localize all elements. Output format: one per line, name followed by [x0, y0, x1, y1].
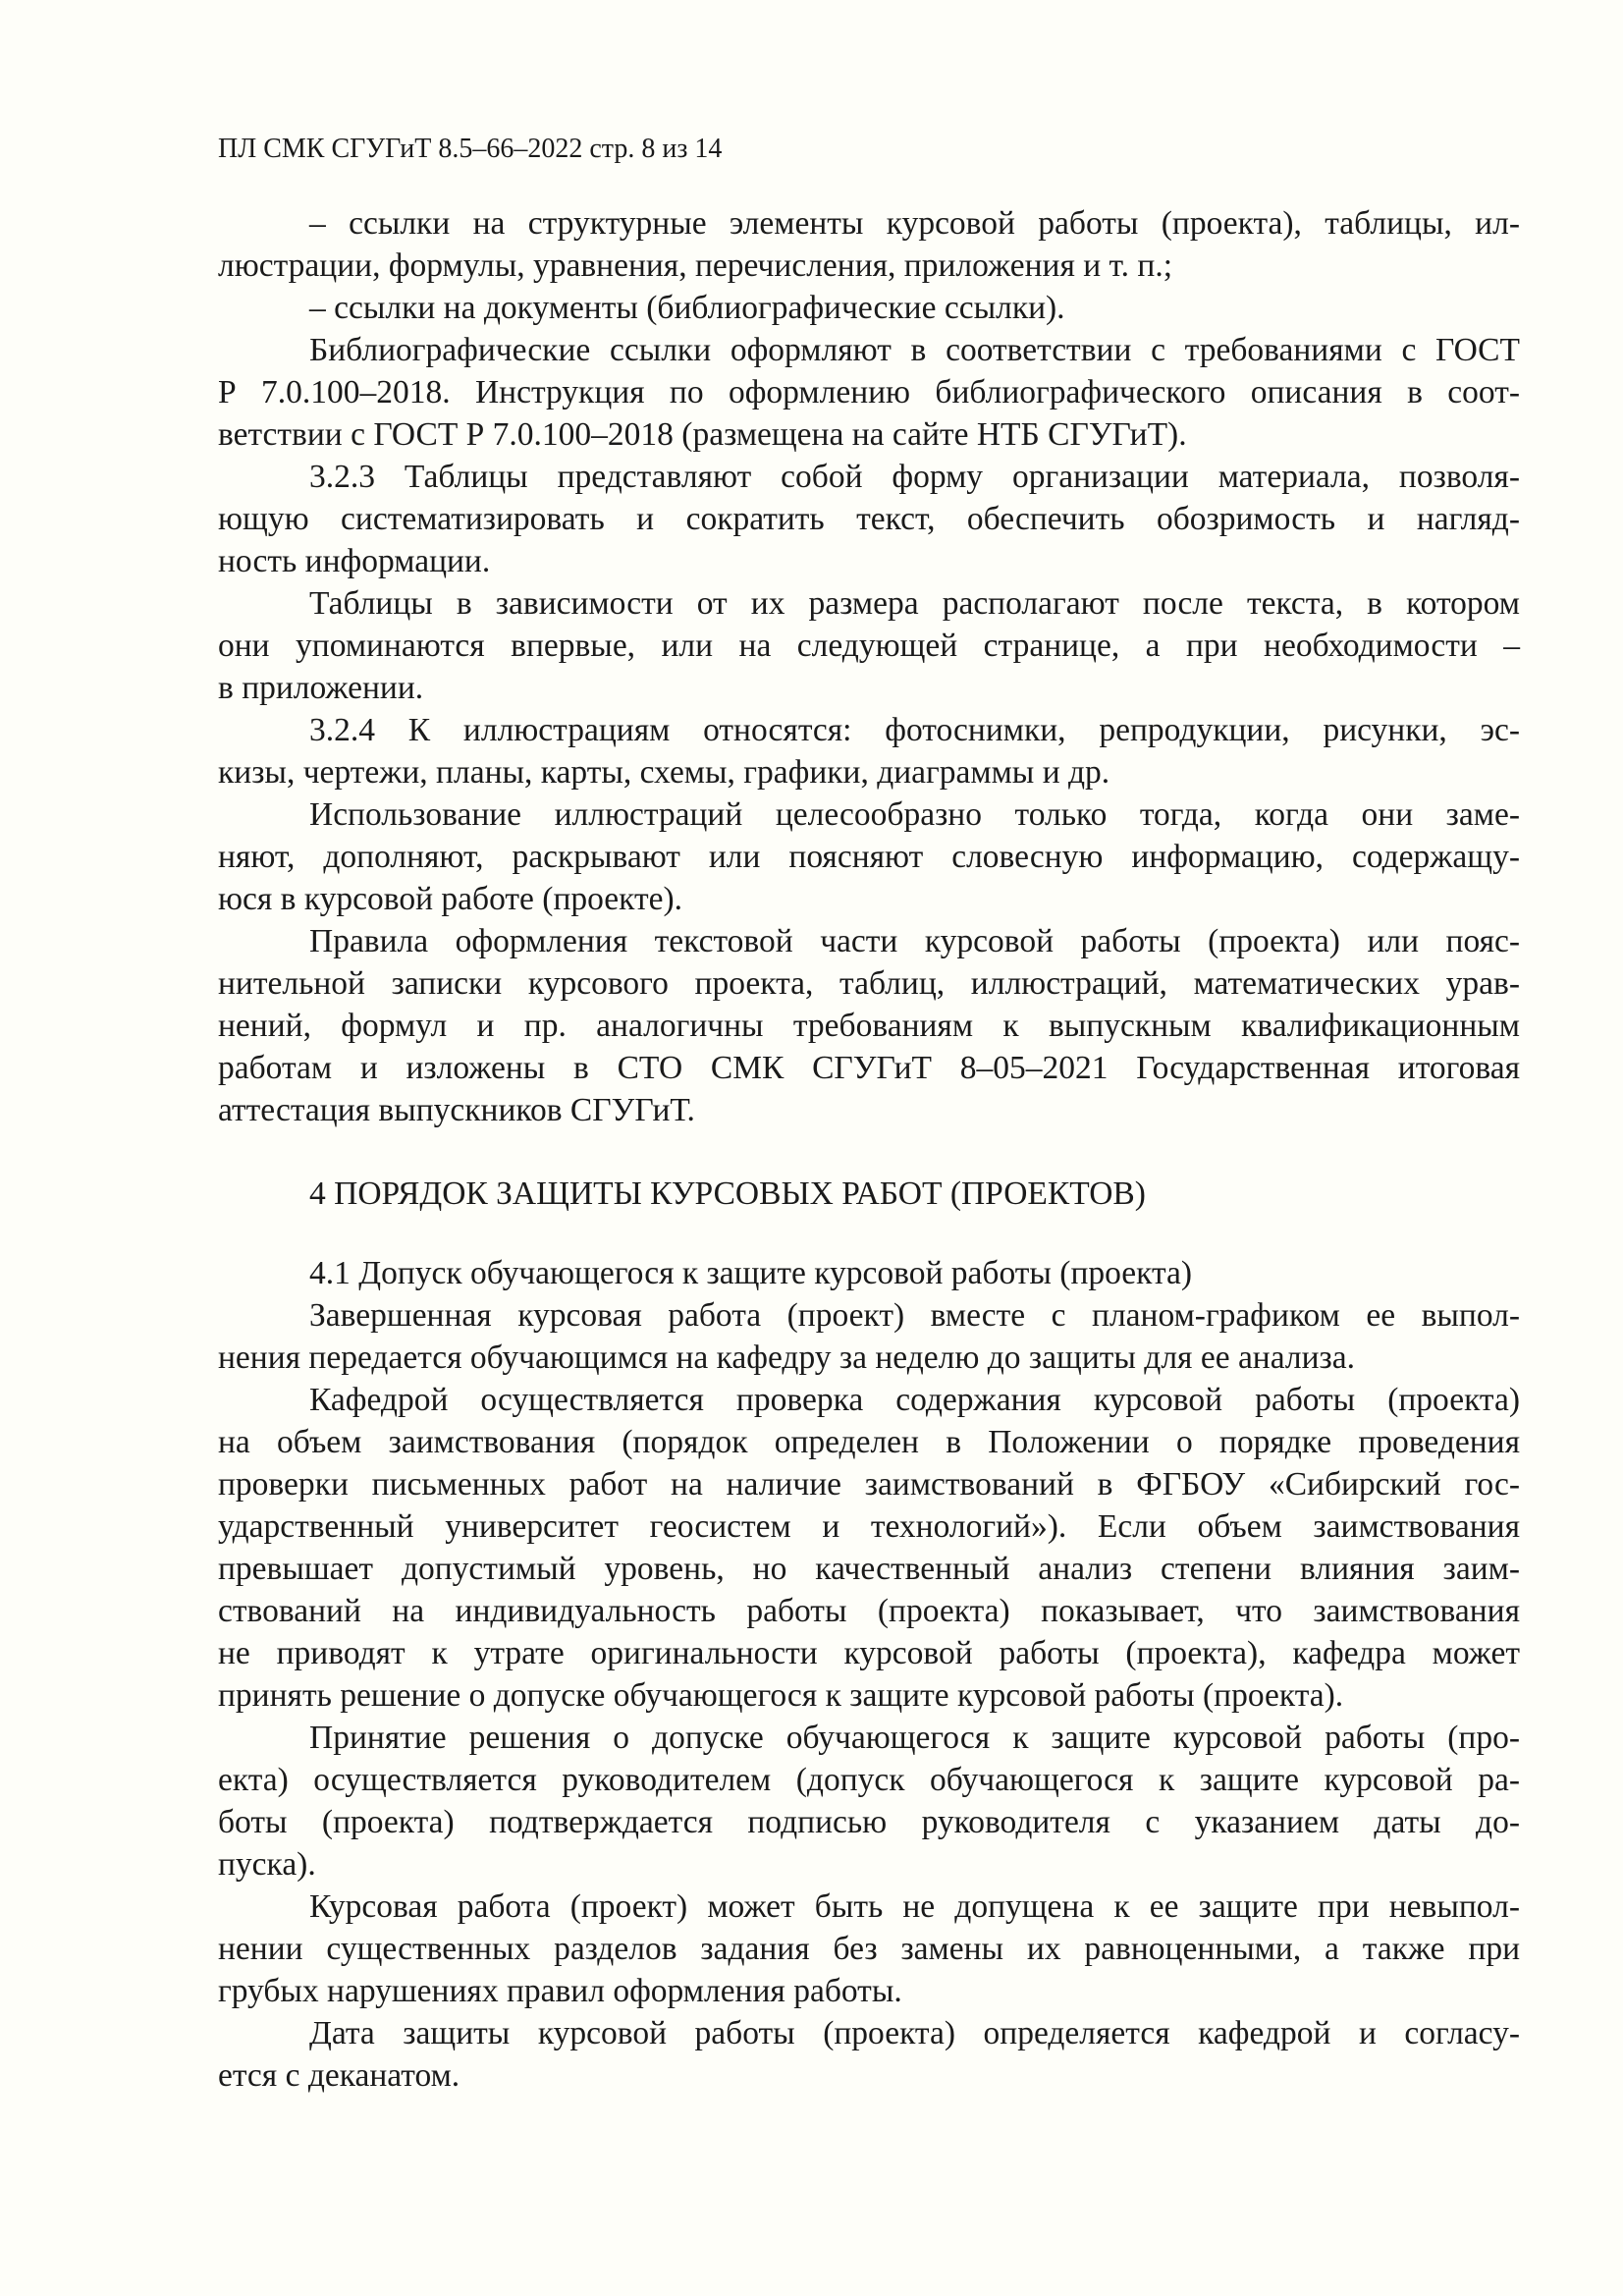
text-line: на объем заимствования (порядок определен в Положении о порядке проведения [218, 1424, 1520, 1460]
text-line: Правила оформления текстовой части курсовой работы (проекта) или пояс- [309, 923, 1520, 959]
text-line: 3.2.3 Таблицы представляют собой форму организации материала, позволя- [309, 459, 1520, 495]
text-line: Р 7.0.100–2018. Инструкция по оформлению библиографического описания в соот- [218, 374, 1520, 410]
text-line: нения передается обучающимся на кафедру за неделю до защиты для ее анализа. [218, 1339, 1356, 1376]
text-line: Кафедрой осуществляется проверка содержания курсовой работы (проекта) [309, 1382, 1520, 1418]
text-line: ветствии с ГОСТ Р 7.0.100–2018 (размещена на сайте НТБ СГУГиТ). [218, 416, 1187, 453]
text-line: в приложении. [218, 670, 424, 706]
text-line: – ссылки на структурные элементы курсовой работы (проекта), таблицы, ил- [309, 205, 1520, 242]
text-line: юся в курсовой работе (проекте). [218, 881, 683, 917]
text-line: Завершенная курсовая работа (проект) вместе с планом-графиком ее выпол- [309, 1297, 1520, 1334]
text-line: люстрации, формулы, уравнения, перечисления, приложения и т. п.; [218, 247, 1173, 284]
section-heading: 4 ПОРЯДОК ЗАЩИТЫ КУРСОВЫХ РАБОТ (ПРОЕКТОВ) [309, 1175, 1146, 1212]
text-line: принять решение о допуске обучающегося к защите курсовой работы (проекта). [218, 1677, 1344, 1714]
text-line: ность информации. [218, 543, 491, 579]
text-line: нений, формул и пр. аналогичны требованиям к выпускным квалификационным [218, 1008, 1520, 1044]
text-line: Библиографические ссылки оформляют в соответствии с требованиями с ГОСТ [309, 332, 1520, 368]
text-line: не приводят к утрате оригинальности курсовой работы (проекта), кафедра может [218, 1635, 1520, 1671]
text-line: 4.1 Допуск обучающегося к защите курсовой работы (проекта) [309, 1255, 1193, 1291]
text-line: ствований на индивидуальность работы (проекта) показывает, что заимствования [218, 1593, 1520, 1629]
text-line: они упоминаются впервые, или на следующей странице, а при необходимости – [218, 628, 1520, 664]
text-line: проверки письменных работ на наличие заимствований в ФГБОУ «Сибирский гос- [218, 1466, 1520, 1503]
text-line: екта) осуществляется руководителем (допуск обучающегося к защите курсовой ра- [218, 1762, 1520, 1798]
text-line: пуска). [218, 1846, 316, 1883]
text-line: няют, дополняют, раскрывают или поясняют словесную информацию, содержащу- [218, 839, 1520, 875]
text-line: ется с деканатом. [218, 2057, 460, 2094]
section-4-text [218, 1252, 1520, 2097]
text-line: Принятие решения о допуске обучающегося к защите курсовой работы (про- [309, 1720, 1520, 1756]
text-line: аттестация выпускников СГУГиТ. [218, 1092, 695, 1128]
text-line: Дата защиты курсовой работы (проекта) определяется кафедрой и согласу- [309, 2015, 1520, 2051]
text-line: – ссылки на документы (библиографические ссылки). [309, 290, 1065, 326]
text-line: ющую систематизировать и сократить текст, обеспечить обозримость и нагляд- [218, 501, 1520, 537]
text-line: нительной записки курсового проекта, таблиц, иллюстраций, математических урав- [218, 965, 1520, 1002]
text-line: нении существенных разделов задания без замены их равноценными, а также при [218, 1931, 1520, 1967]
text-line: ударственный университет геосистем и технологий»). Если объем заимствования [218, 1508, 1520, 1545]
text-line: 3.2.4 К иллюстрациям относятся: фотоснимки, репродукции, рисунки, эс- [309, 712, 1520, 748]
document-body [218, 202, 1520, 2097]
text-line: Таблицы в зависимости от их размера располагают после текста, в котором [309, 585, 1520, 622]
text-line: грубых нарушениях правил оформления работы. [218, 1973, 902, 2009]
text-line: превышает допустимый уровень, но качественный анализ степени влияния заим- [218, 1551, 1520, 1587]
running-header: ПЛ СМК СГУГиТ 8.5–66–2022 стр. 8 из 14 [218, 134, 723, 164]
text-line: кизы, чертежи, планы, карты, схемы, графики, диаграммы и др. [218, 754, 1110, 791]
text-line: боты (проекта) подтверждается подписью руководителя с указанием даты до- [218, 1804, 1520, 1840]
text-line: Использование иллюстраций целесообразно только тогда, когда они заме- [309, 796, 1520, 833]
text-line: работам и изложены в СТО СМК СГУГиТ 8–05–2021 Государственная итоговая [218, 1050, 1520, 1086]
text-line: Курсовая работа (проект) может быть не допущена к ее защите при невыпол- [309, 1888, 1520, 1925]
section-3-text [218, 202, 1520, 1131]
